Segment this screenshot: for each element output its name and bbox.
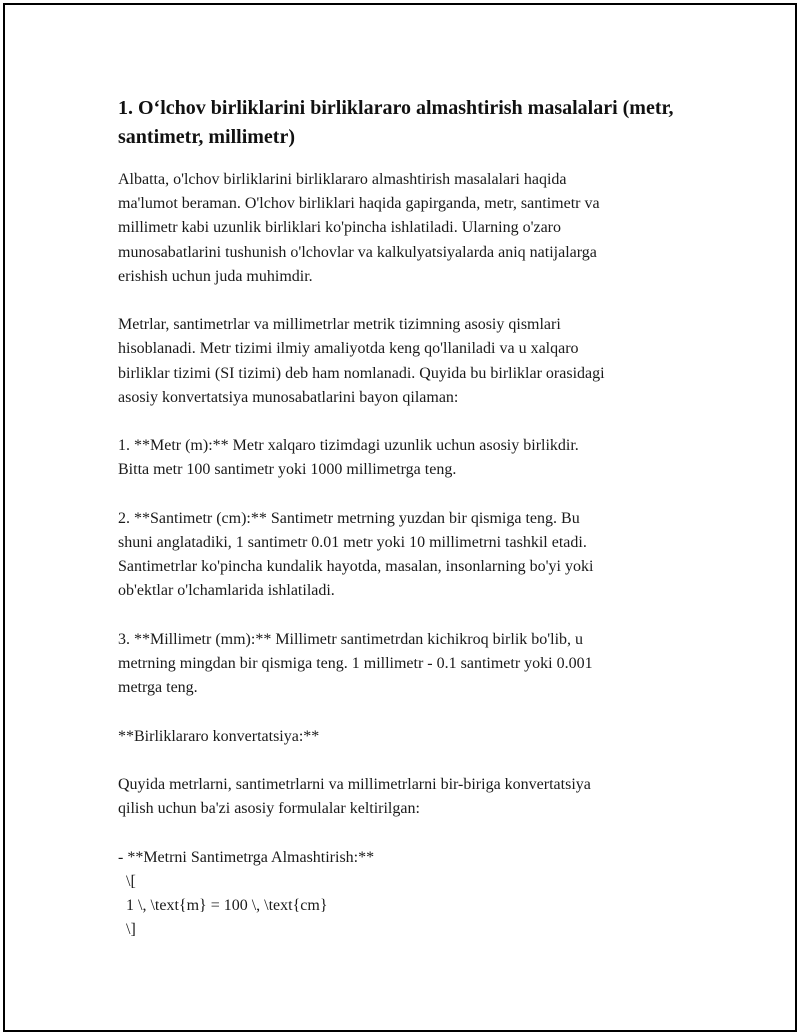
- paragraph-gap: [118, 749, 698, 773]
- document-title: 1. O‘lchov birliklarini birliklararo almashtirish masalalari (metr, santimetr, millimetr): [118, 97, 674, 148]
- list-item-millimetr: 3. **Millimetr (mm):** Millimetr santimetrdan kichikroq birlik bo'lib, u metrning mingdan bir qismiga teng. 1 millimetr - 0.1 santimetr yoki 0.001 metrga teng.: [118, 630, 593, 697]
- paragraph-gap: [118, 821, 698, 845]
- section-heading-conversion: **Birliklararo konvertatsiya:**: [118, 727, 320, 745]
- paragraph-metric-system: Metrlar, santimetrlar va millimetrlar metrik tizimning asosiy qismlari hisoblanadi. Metr tizimi ilmiy amaliyotda keng qo'llaniladi va u xalqaro birliklar tizimi (SI tizimi) deb ham nomlanadi. Quyida bu birliklar orasidagi asosiy konvertatsiya munosabatlarini bayon qilaman:: [118, 316, 605, 406]
- paragraph-gap: [118, 410, 698, 434]
- list-item-santimetr: 2. **Santimetr (cm):** Santimetr metrning yuzdan bir qismiga teng. Bu shuni anglatadiki, 1 santimetr 0.01 metr yoki 10 millimetrni tashkil etadi. Santimetrlar ko'pincha kundalik hayotda, masalan, insonlarning bo'yi yoki ob'ektlar o'lchamlarida ishlatiladi.: [118, 509, 594, 600]
- document-body: [118, 94, 698, 942]
- paragraph-gap: [118, 483, 698, 507]
- paragraph-gap: [118, 700, 698, 724]
- paragraph-intro: Albatta, o'lchov birliklarini birliklararo almashtirish masalalari haqida ma'lumot beraman. O'lchov birliklari haqida gapirganda, metr, santimetr va millimetr kabi uzunlik birliklari ko'pincha ishlatiladi. Ularning o'zaro munosabatlarini tushunish o'lchovlar va kalkulyatsiyalarda aniq natijalarga erishish uchun juda muhimdir.: [118, 171, 600, 285]
- formula-block-m-to-cm: - **Metrni Santimetrga Almashtirish:** \[ 1 \, \text{m} = 100 \, \text{cm} \]: [118, 848, 375, 939]
- paragraph-gap: [118, 604, 698, 628]
- paragraph-formulas-intro: Quyida metrlarni, santimetrlarni va millimetrlarni bir-biriga konvertatsiya qilish uchun ba'zi asosiy formulalar keltirilgan:: [118, 775, 591, 818]
- list-item-metr: 1. **Metr (m):** Metr xalqaro tizimdagi uzunlik uchun asosiy birlikdir. Bitta metr 100 santimetr yoki 1000 millimetrga teng.: [118, 437, 579, 479]
- paragraph-gap: [118, 289, 698, 313]
